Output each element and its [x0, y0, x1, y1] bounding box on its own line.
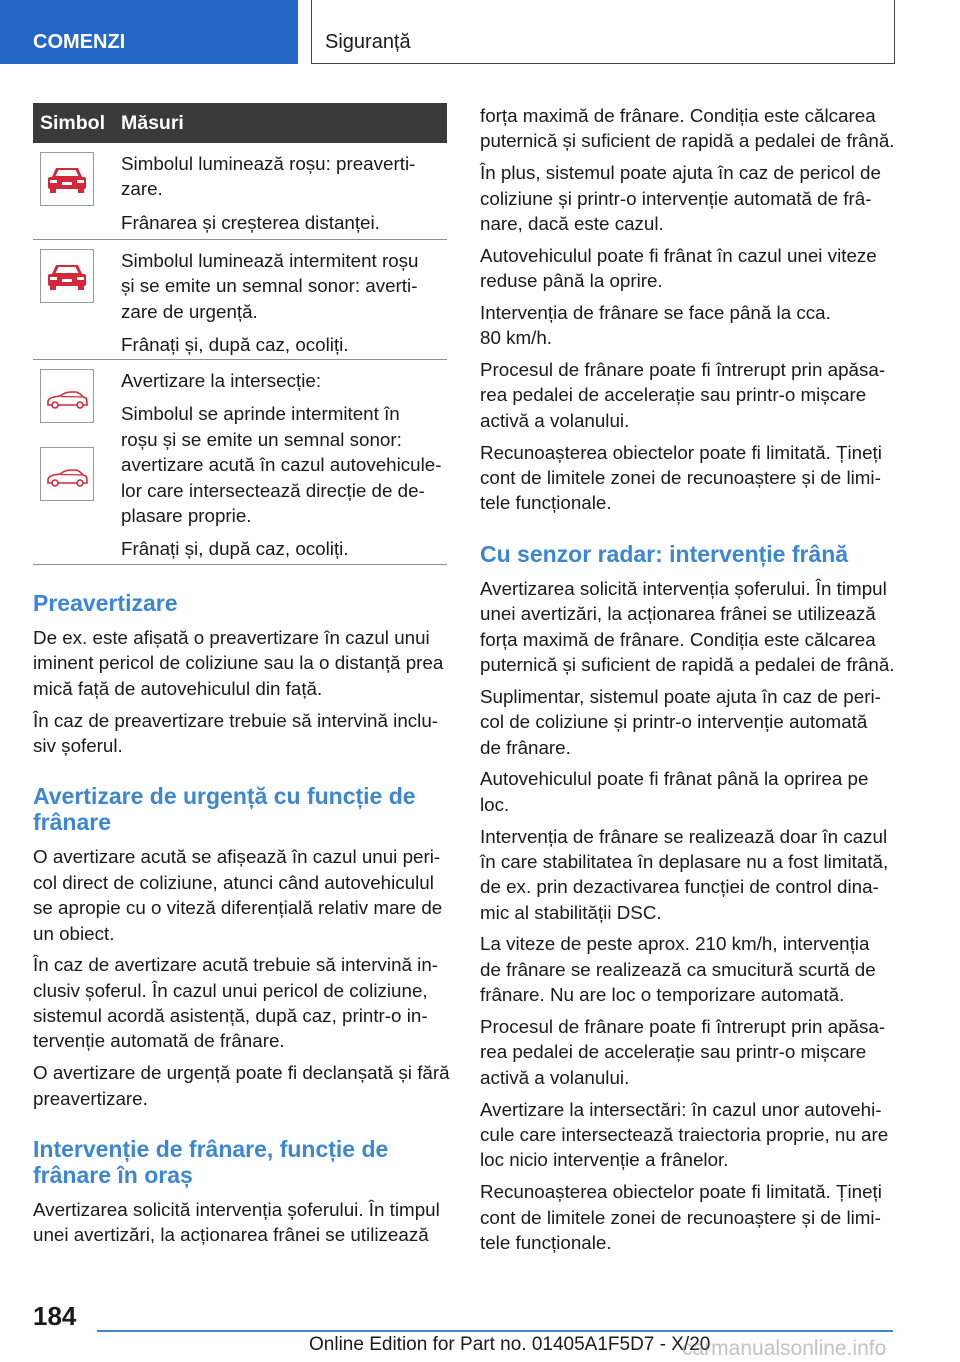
paragraph [480, 684, 900, 760]
paragraph [121, 401, 447, 528]
text-line: Autovehiculul poate fi frânat până la oprirea pe [480, 768, 869, 790]
red-car-rear-icon [40, 249, 94, 303]
text-line: de frânare se realizează ca smucitură scurtă de [480, 958, 876, 980]
paragraph [480, 160, 900, 236]
text-line: tervenție automată de frânare. [33, 1030, 285, 1052]
section-heading [480, 541, 900, 567]
text-line: Suplimentar, sistemul poate ajuta în caz de peri- [480, 685, 881, 707]
text-line: 80 km/h. [480, 327, 553, 349]
text-line: zare de urgență. [121, 300, 258, 322]
heading-line: Cu senzor radar: intervenție frână [480, 540, 849, 567]
paragraph [121, 210, 447, 235]
table-row [33, 360, 447, 565]
heading-line: Avertizare de urgență cu funcție de [33, 783, 416, 810]
paragraph [480, 103, 900, 154]
text-line: rea pedalei de accelerație sau printr-o mișcare [480, 384, 867, 406]
symbol-cell [40, 369, 94, 501]
text-line: de frânare. [480, 736, 571, 758]
right-column [480, 103, 900, 1262]
text-line: În caz de preavertizare trebuie să intervină inclu- [33, 709, 439, 731]
red-car-side-icon [40, 369, 94, 423]
text-line: iminent pericol de coliziune sau la o distanță prea [33, 652, 444, 674]
left-column [33, 103, 453, 1254]
table-row [33, 143, 447, 240]
edition-note: Online Edition for Part no. 01405A1F5D7 - X/20 [309, 1334, 711, 1355]
text-line: Simbolul se aprinde intermitent în [121, 403, 400, 425]
text-line: cont de limitele zonei de recunoaștere și de limi- [480, 1206, 881, 1228]
column-header-measures: Măsuri [121, 112, 184, 134]
text-line: Avertizarea solicită intervenția șoferului. În timpul [33, 1199, 440, 1221]
paragraph [33, 708, 453, 759]
red-car-rear-icon [41, 250, 93, 302]
text-line: nare, dacă este cazul. [480, 212, 664, 234]
text-line: puternică și suficient de rapidă a pedalei de frână. [480, 130, 895, 152]
page-number: 184 [33, 1301, 77, 1331]
paragraph [480, 1179, 900, 1255]
text-line: Frânarea și creșterea distanței. [121, 211, 380, 233]
text-line: rea pedalei de accelerație sau printr-o mișcare [480, 1041, 867, 1063]
text-line: clusiv șoferul. În cazul unui pericol de coliziune, [33, 979, 428, 1001]
text-line: Frânați și, după caz, ocoliți. [121, 538, 349, 560]
text-line: coliziune și printr-o intervenție automată de frâ- [480, 187, 872, 209]
red-car-rear-icon [40, 152, 94, 206]
paragraph [480, 300, 900, 351]
table-row [33, 240, 447, 360]
paragraph [480, 1097, 900, 1173]
text-line: preavertizare. [33, 1087, 148, 1109]
paragraph [33, 625, 453, 701]
paragraph [121, 151, 447, 202]
text-line: Procesul de frânare poate fi întrerupt prin apăsa- [480, 1016, 886, 1038]
text-line: col direct de coliziune, atunci când autovehiculul [33, 871, 434, 893]
section-heading [33, 1136, 453, 1188]
paragraph [33, 844, 453, 946]
text-line: forța maximă de frânare. Condiția este călcarea [480, 105, 876, 126]
text-line: activă a volanului. [480, 409, 630, 431]
text-line: se apropie cu o viteză diferențială relativ mare de [33, 897, 443, 919]
chapter-title: Siguranță [325, 31, 411, 53]
text-line: loc. [480, 793, 510, 815]
section-tab-label: COMENZI [33, 31, 126, 53]
paragraph [480, 357, 900, 433]
paragraph [121, 536, 447, 561]
text-line: tele funcționale. [480, 492, 612, 514]
column-header-symbol: Simbol [40, 112, 106, 134]
text-line: sistemul acordă asistență, după caz, printr-o in- [33, 1005, 428, 1027]
text-line: Avertizarea solicită intervenția șoferului. În timpul [480, 577, 887, 599]
paragraph [33, 952, 453, 1054]
text-line: activă a volanului. [480, 1066, 630, 1088]
text-line: În caz de avertizare acută trebuie să intervină in- [33, 954, 439, 976]
symbol-table [33, 103, 447, 565]
text-line: Avertizare la intersecție: [121, 370, 322, 391]
red-car-side-icon [41, 370, 93, 422]
text-line: col de coliziune și printr-o intervenție automată [480, 711, 868, 733]
text-line: reduse până la oprire. [480, 270, 663, 292]
paragraph [33, 1060, 453, 1111]
paragraph [121, 332, 447, 357]
text-line: La viteze de peste aprox. 210 km/h, intervenția [480, 933, 870, 955]
text-line: forța maximă de frânare. Condiția este călcarea [480, 628, 876, 650]
text-line: Intervenția de frânare se face până la cca. [480, 301, 831, 323]
text-line: Procesul de frânare poate fi întrerupt prin apăsa- [480, 359, 886, 381]
text-line: puternică și suficient de rapidă a pedalei de frână. [480, 653, 895, 675]
text-line: loc nicio intervenție a frânelor. [480, 1149, 729, 1171]
paragraph [33, 1197, 453, 1248]
text-line: mic al stabilității DSC. [480, 901, 662, 923]
red-car-rear-icon [41, 153, 93, 205]
heading-line: Intervenție de frânare, funcție de [33, 1136, 389, 1163]
table-header [33, 103, 447, 143]
section-heading [33, 783, 453, 835]
paragraph [121, 368, 447, 393]
text-line: Simbolul luminează intermitent roșu [121, 250, 419, 271]
chapter-header [311, 0, 895, 64]
text-line: siv șoferul. [33, 734, 123, 756]
text-line: De ex. este afișată o preavertizare în cazul unui [33, 627, 430, 648]
heading-line: frânare [33, 809, 111, 836]
paragraph [480, 766, 900, 817]
text-line: Intervenția de frânare se realizează doar în cazul [480, 825, 888, 847]
footer-divider [97, 1330, 893, 1332]
paragraph [121, 248, 447, 324]
text-line: Frânați și, după caz, ocoliți. [121, 334, 349, 356]
text-line: În plus, sistemul poate ajuta în caz de pericol de [480, 162, 881, 184]
text-line: mică față de autovehiculul din față. [33, 677, 323, 699]
text-line: zare. [121, 178, 163, 200]
paragraph [480, 1014, 900, 1090]
watermark: carmanualsonline.info [682, 1337, 887, 1360]
heading-line: Preavertizare [33, 590, 178, 616]
text-line: cule care intersectează traiectoria proprie, nu are [480, 1123, 889, 1145]
measures-cell [121, 151, 447, 243]
text-line: avertizare acută în cazul autovehicule- [121, 454, 442, 476]
text-line: unei avertizări, la acționarea frânei se utilizează [480, 603, 876, 625]
text-line: O avertizare acută se afișează în cazul unui peri- [33, 846, 441, 868]
text-line: Avertizare la intersectări: în cazul unor autovehi- [480, 1098, 882, 1120]
text-line: frânare. Nu are loc o temporizare automată. [480, 984, 845, 1006]
paragraph [480, 824, 900, 926]
measures-cell [121, 248, 447, 366]
text-line: lor care intersectează direcție de de- [121, 479, 425, 501]
text-line: un obiect. [33, 922, 115, 944]
section-heading [33, 590, 453, 616]
text-line: Recunoașterea obiectelor poate fi limitată. Țineți [480, 1181, 882, 1203]
text-line: plasare proprie. [121, 504, 252, 526]
text-line: Simbolul luminează roșu: preaverti- [121, 153, 416, 174]
paragraph [480, 243, 900, 294]
text-line: Autovehiculul poate fi frânat în cazul unei viteze [480, 244, 877, 266]
section-tab[interactable] [0, 0, 298, 64]
paragraph [480, 931, 900, 1007]
paragraph [480, 576, 900, 678]
text-line: tele funcționale. [480, 1231, 612, 1253]
text-line: cont de limitele zonei de recunoaștere și de limi- [480, 467, 881, 489]
red-car-side-icon [41, 448, 93, 500]
text-line: în care stabilitatea în deplasare nu a fost limitată, [480, 850, 889, 872]
text-line: roșu și se emite un semnal sonor: [121, 428, 402, 450]
symbol-cell [40, 249, 94, 303]
heading-line: frânare în oraș [33, 1162, 193, 1189]
text-line: Recunoașterea obiectelor poate fi limitată. Țineți [480, 441, 882, 463]
text-line: și se emite un semnal sonor: averti- [121, 275, 418, 297]
symbol-cell [40, 152, 94, 206]
text-line: unei avertizări, la acționarea frânei se utilizează [33, 1224, 429, 1246]
text-line: O avertizare de urgență poate fi declanșată și fără [33, 1062, 450, 1084]
text-line: de ex. prin dezactivarea funcției de control dina- [480, 876, 879, 898]
paragraph [480, 440, 900, 516]
red-car-side-icon [40, 447, 94, 501]
measures-cell [121, 368, 447, 570]
